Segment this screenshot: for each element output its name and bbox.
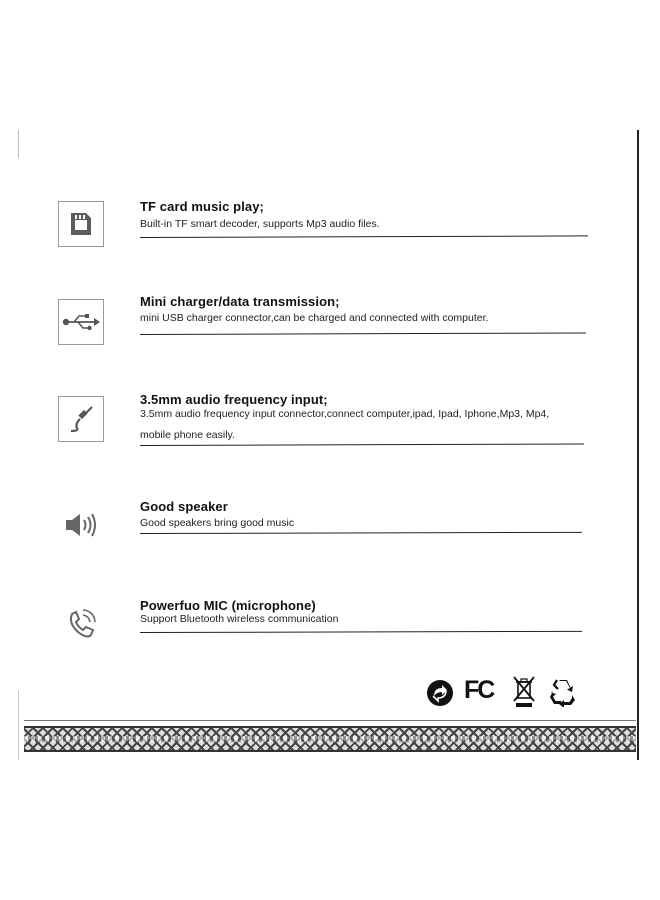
tf-card-icon: [58, 201, 104, 247]
feature-divider: [140, 631, 582, 633]
decorative-pattern-band: [24, 726, 636, 752]
feature-divider: [140, 443, 584, 446]
feature-title: TF card music play;: [140, 199, 264, 214]
usb-icon: [58, 299, 104, 345]
feature-divider: [140, 235, 588, 238]
feature-divider: [140, 332, 586, 335]
weee-bin-icon: [512, 674, 536, 708]
feature-tf-card: [0, 185, 660, 285]
feature-title: Mini charger/data transmission;: [140, 294, 340, 309]
green-dot-icon: [426, 679, 454, 707]
phone-call-icon: [58, 602, 104, 648]
speaker-icon: [58, 502, 104, 548]
feature-description: Support Bluetooth wireless communication: [140, 613, 339, 625]
feature-title: Good speaker: [140, 499, 228, 514]
fc-mark-icon: FC: [464, 676, 494, 704]
page-edge-left-bottom: [18, 690, 19, 760]
feature-divider: [140, 532, 582, 534]
recycle-icon: [548, 677, 578, 707]
feature-description: mini USB charger connector,can be charged and connected with computer.: [140, 312, 489, 324]
feature-speaker: [0, 496, 660, 596]
feature-title: Powerfuo MIC (microphone): [140, 598, 316, 613]
feature-description: mobile phone easily.: [140, 429, 235, 441]
feature-title: 3.5mm audio frequency input;: [140, 392, 328, 407]
audio-jack-icon: [58, 396, 104, 442]
feature-description: Built-in TF smart decoder, supports Mp3 audio files.: [140, 218, 380, 230]
band-top-rule: [24, 720, 636, 721]
feature-audio-input: [0, 383, 660, 483]
feature-usb: [0, 282, 660, 382]
page-edge-left-top: [18, 130, 19, 158]
certification-marks: [422, 672, 582, 712]
feature-description: Good speakers bring good music: [140, 517, 295, 529]
feature-description: 3.5mm audio frequency input connector,connect computer,ipad, Ipad, Iphone,Mp3, Mp4,: [140, 408, 550, 420]
